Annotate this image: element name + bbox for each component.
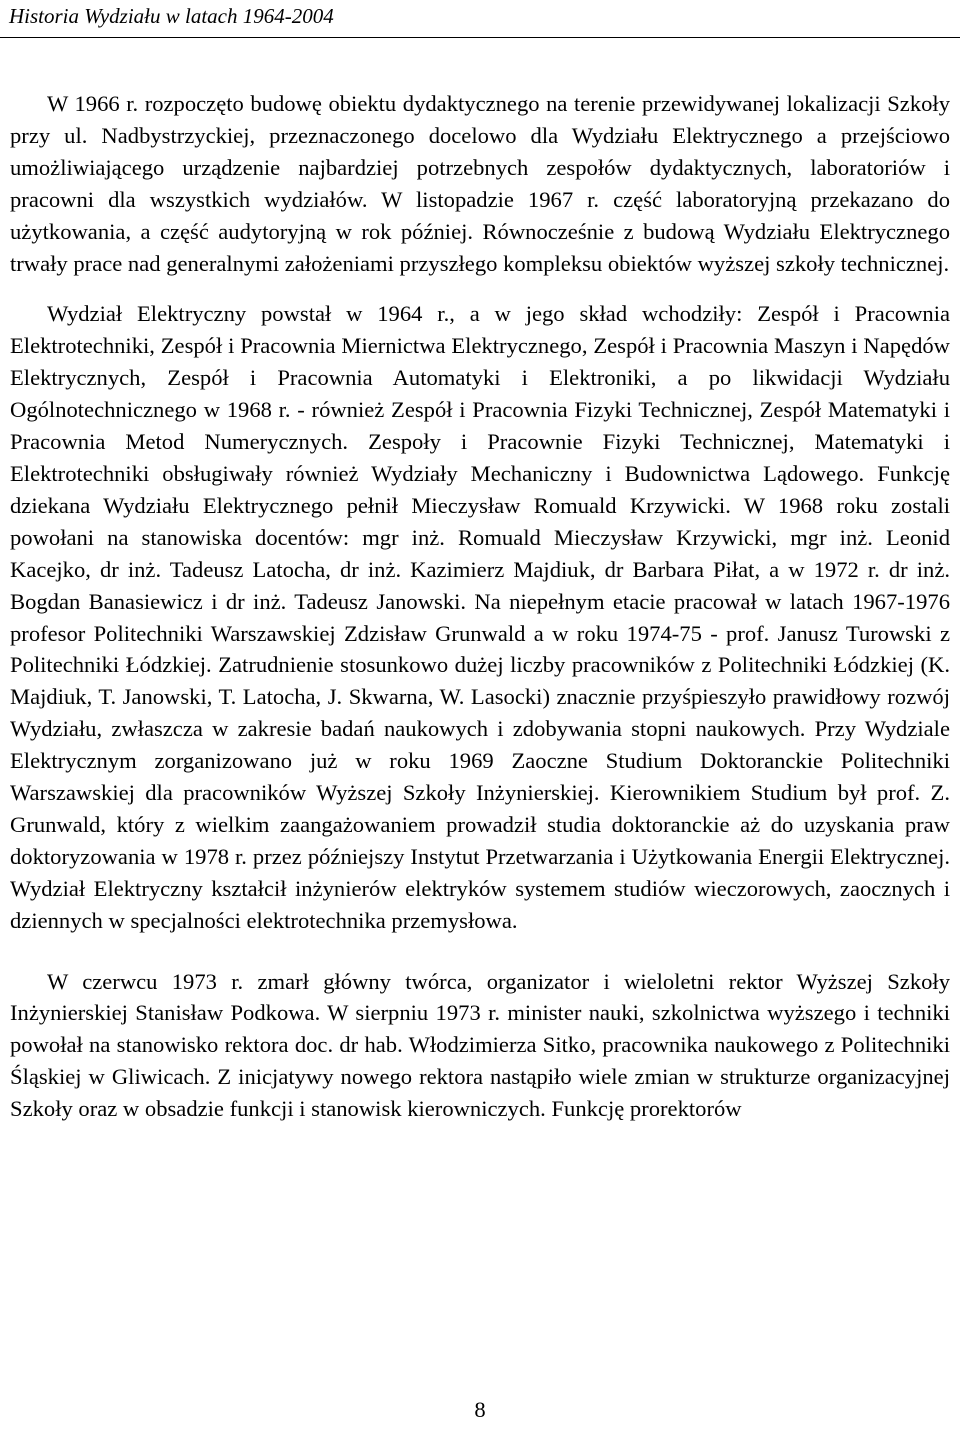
paragraph: W czerwcu 1973 r. zmarł główny twórca, organizator i wieloletni rektor Wyższej Szkoły Inżynierskiej Stanisław Podkowa. W sierpniu 1973 r. minister nauki, szkolnictwa wyższego i techniki powołał na stanowisko rektora doc. dr hab. Włodzimierza Sitko, pracownika naukowego z Politechniki Śląskiej w Gliwicach. Z inicjatywy nowego rektora nastąpiło wiele zmian w strukturze organizacyjnej Szkoły oraz w obsadzie funkcji i stanowisk kierowniczych. Funkcję prorektorów (10, 968, 950, 1122)
paragraph-spacer (10, 279, 950, 298)
paragraph: W 1966 r. rozpoczęto budowę obiektu dydaktycznego na terenie przewidywanej lokalizacji Szkoły przy ul. Nadbystrzyckiej, przeznaczonego docelowo dla Wydziału Elektrycznego a przejściowo umożliwiającego urządzenie najbardziej potrzebnych zespołów dydaktycznych, laboratoriów i pracowni dla wszystkich wydziałów. W listopadzie 1967 r. część laboratoryjną przekazano do użytkowania, a część audytoryjną w rok później. Równocześnie z budową Wydziału Elektrycznego trwały prace nad generalnymi założeniami przyszłego kompleksu obiektów wyższej szkoły technicznej. (10, 91, 950, 276)
paragraph: Wydział Elektryczny powstał w 1964 r., a w jego skład wchodziły: Zespół i Pracownia Elektrotechniki, Zespół i Pracownia Miernictwa Elektrycznego, Zespół i Pracownia Maszyn i Napędów Elektrycznych, Zespół i Pracownia Automatyki i Elektroniki, a po likwidacji Wydziału Ogólnotechnicznego w 1968 r. - również Zespół i Pracownia Fizyki Technicznej, Zespół Matematyki i Pracownia Metod Numerycznych. Zespoły i Pracownie Fizyki Technicznej, Matematyki i Elektrotechniki obsługiwały również Wydziały Mechaniczny i Budownictwa Lądowego. Funkcję dziekana Wydziału Elektrycznego pełnił Mieczysław Romuald Krzywicki. W 1968 roku zostali powołani na stanowiska docentów: mgr inż. Romuald Mieczysław Krzywicki, mgr inż. Leonid Kacejko, dr inż. Tadeusz Latocha, dr inż. Kazimierz Majdiuk, dr Barbara Piłat, a w 1972 r. dr inż. Bogdan Banasiewicz i dr inż. Tadeusz Janowski. Na niepełnym etacie pracował w latach 1967-1976 profesor Politechniki Warszawskiej Zdzisław Grunwald a w roku 1974-75 - prof. Janusz Turowski z Politechniki Łódzkiej. Zatrudnienie stosunkowo dużej liczby pracowników z Politechniki Łódzkiej (K. Majdiuk, T. Janowski, T. Latocha, J. Skwarna, W. Lasocki) znacznie przyśpieszyło prawidłowy rozwój Wydziału, zwłaszcza w zakresie badań naukowych i zdobywania stopni naukowych. Przy Wydziale Elektrycznym zorganizowano już w roku 1969 Zaoczne Studium Doktoranckie Politechniki Warszawskiej dla pracowników Wyższej Szkoły Inżynierskiej. Kierownikiem Studium był prof. Z. Grunwald, który z wielkim zaangażowaniem prowadził studia doktoranckie aż do uzyskania praw doktoryzowania w 1978 r. przez późniejszy Instytut Przetwarzania i Użytkowania Energii Elektrycznej. Wydział Elektryczny kształcił inżynierów elektryków systemem studiów wieczorowych, zaocznych i dziennych w specjalności elektrotechnika przemysłowa. (10, 301, 950, 933)
paragraph-spacer (10, 937, 950, 966)
header-title: Historia Wydziału w latach 1964-2004 (9, 4, 334, 28)
document-body (10, 88, 950, 1125)
running-header (0, 0, 960, 38)
page-number: 8 (474, 1397, 486, 1422)
